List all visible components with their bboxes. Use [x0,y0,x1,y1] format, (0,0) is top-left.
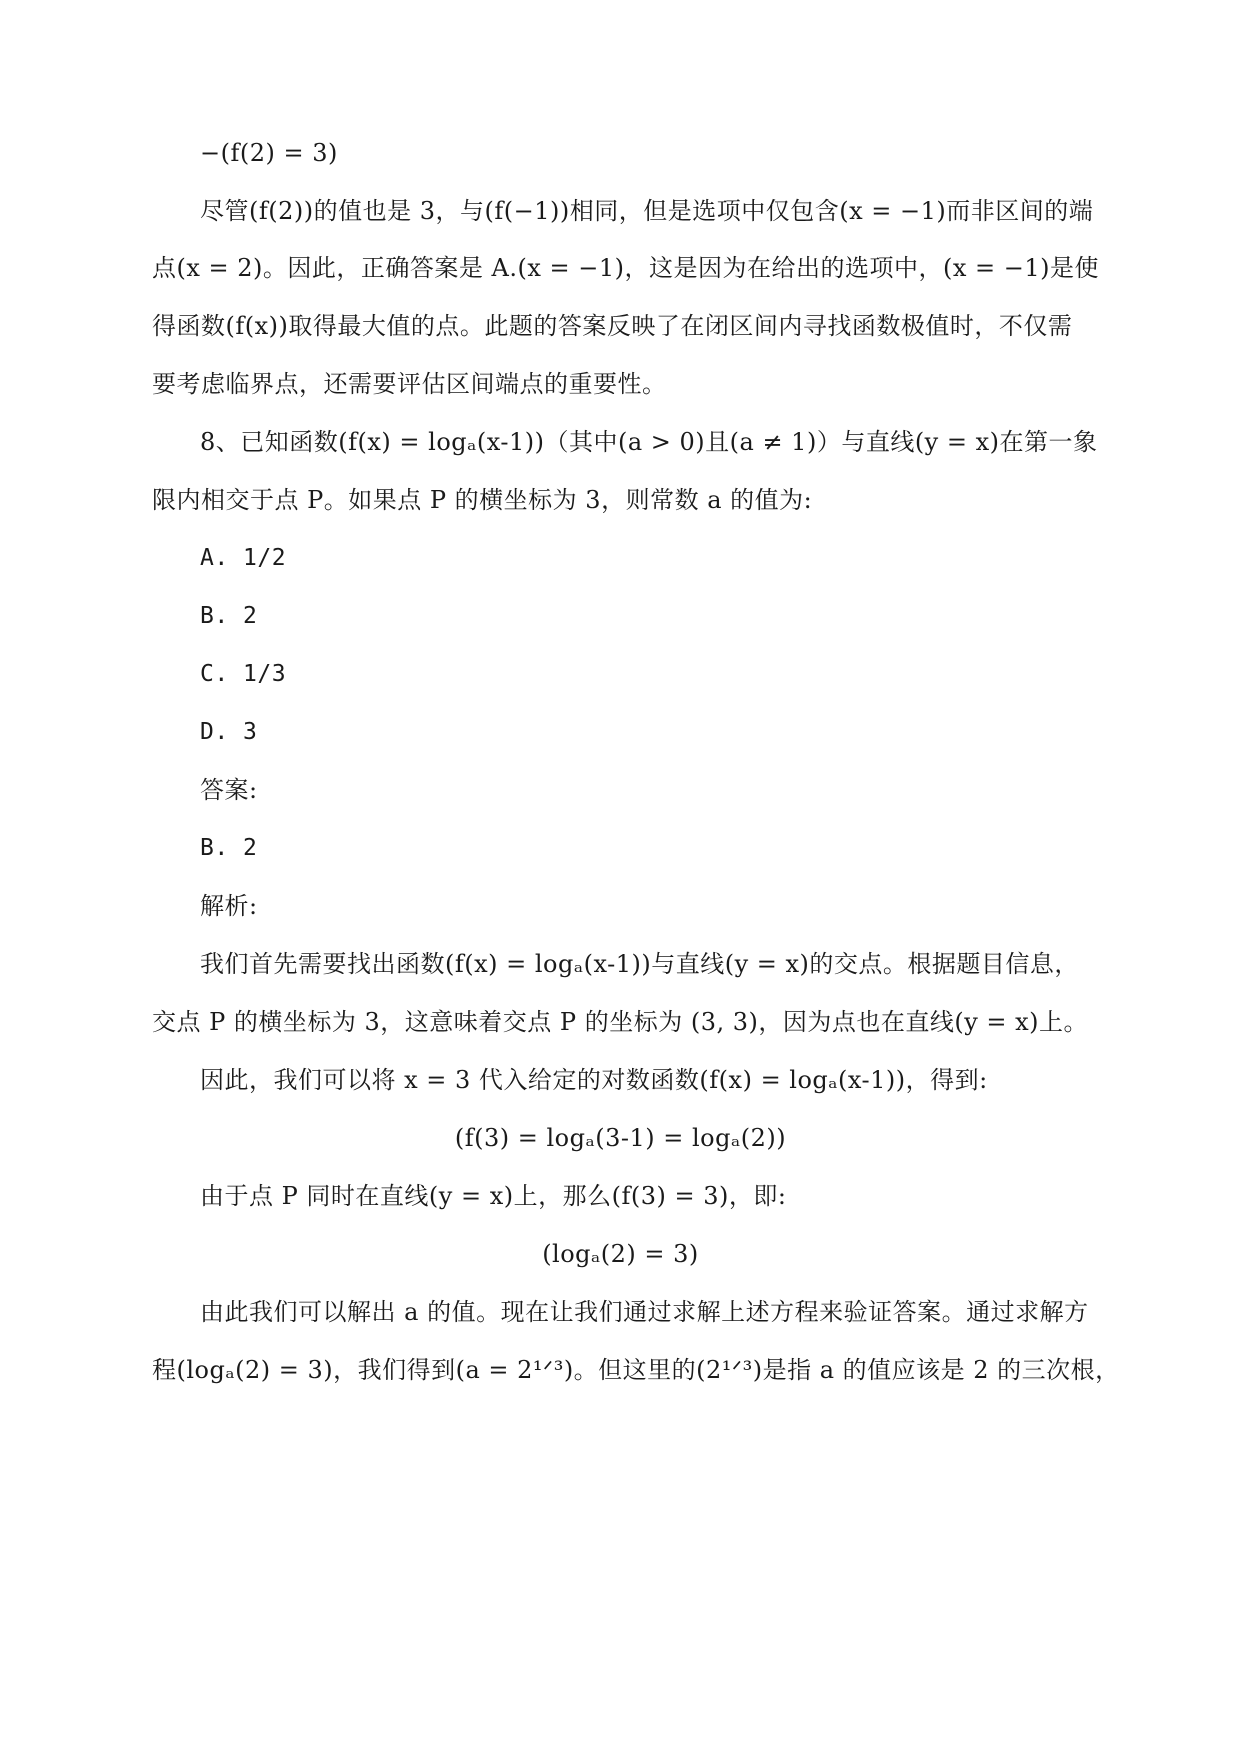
equation: (f(3) = logₐ(3-1) = logₐ(2)) [454,1124,787,1152]
text-line: 由于点 P 同时在直线(y = x)上，那么(f(3) = 3)，即: [200,1182,787,1210]
text-line: 得函数(f(x))取得最大值的点。此题的答案反映了在闭区间内寻找函数极值时，不仅需 [152,312,1073,340]
text-line: 程(logₐ(2) = 3)，我们得到(a = 2¹ᐟ³)。但这里的(2¹ᐟ³)是指 a 的值应该是 2 的三次根， [152,1356,1120,1384]
equation: (logₐ(2) = 3) [542,1240,699,1268]
text-line: 尽管(f(2))的值也是 3，与(f(−1))相同，但是选项中仅包含(x = −1)而非区间的端 [200,197,1094,225]
option-b: B. 2 [200,603,258,629]
text-line: 由此我们可以解出 a 的值。现在让我们通过求解上述方程来验证答案。通过求解方 [200,1298,1089,1326]
option-d: D. 3 [200,719,258,745]
text-line: 我们首先需要找出函数(f(x) = logₐ(x-1))与直线(y = x)的交点。根据题目信息， [200,950,1079,978]
text-line: 交点 P 的横坐标为 3，这意味着交点 P 的坐标为 (3, 3)，因为点也在直线(y = x)上。 [152,1008,1089,1036]
text-line: −(f(2) = 3) [200,139,338,167]
answer-value: B. 2 [200,835,258,861]
answer-label: 答案: [200,776,258,804]
question-text: 8、已知函数(f(x) = logₐ(x-1))（其中(a > 0)且(a ≠ 1)）与直线(y = x)在第一象 [200,428,1098,456]
text-line: 要考虑临界点，还需要评估区间端点的重要性。 [152,370,667,398]
question-text: 限内相交于点 P。如果点 P 的横坐标为 3，则常数 a 的值为: [152,486,813,514]
text-line: 点(x = 2)。因此，正确答案是 A.(x = −1)，这是因为在给出的选项中，(x = −1)是使 [152,254,1100,282]
option-c: C. 1/3 [200,661,287,687]
analysis-label: 解析: [200,892,258,920]
option-a: A. 1/2 [200,545,287,571]
text-line: 因此，我们可以将 x = 3 代入给定的对数函数(f(x) = logₐ(x-1))，得到: [200,1066,988,1094]
